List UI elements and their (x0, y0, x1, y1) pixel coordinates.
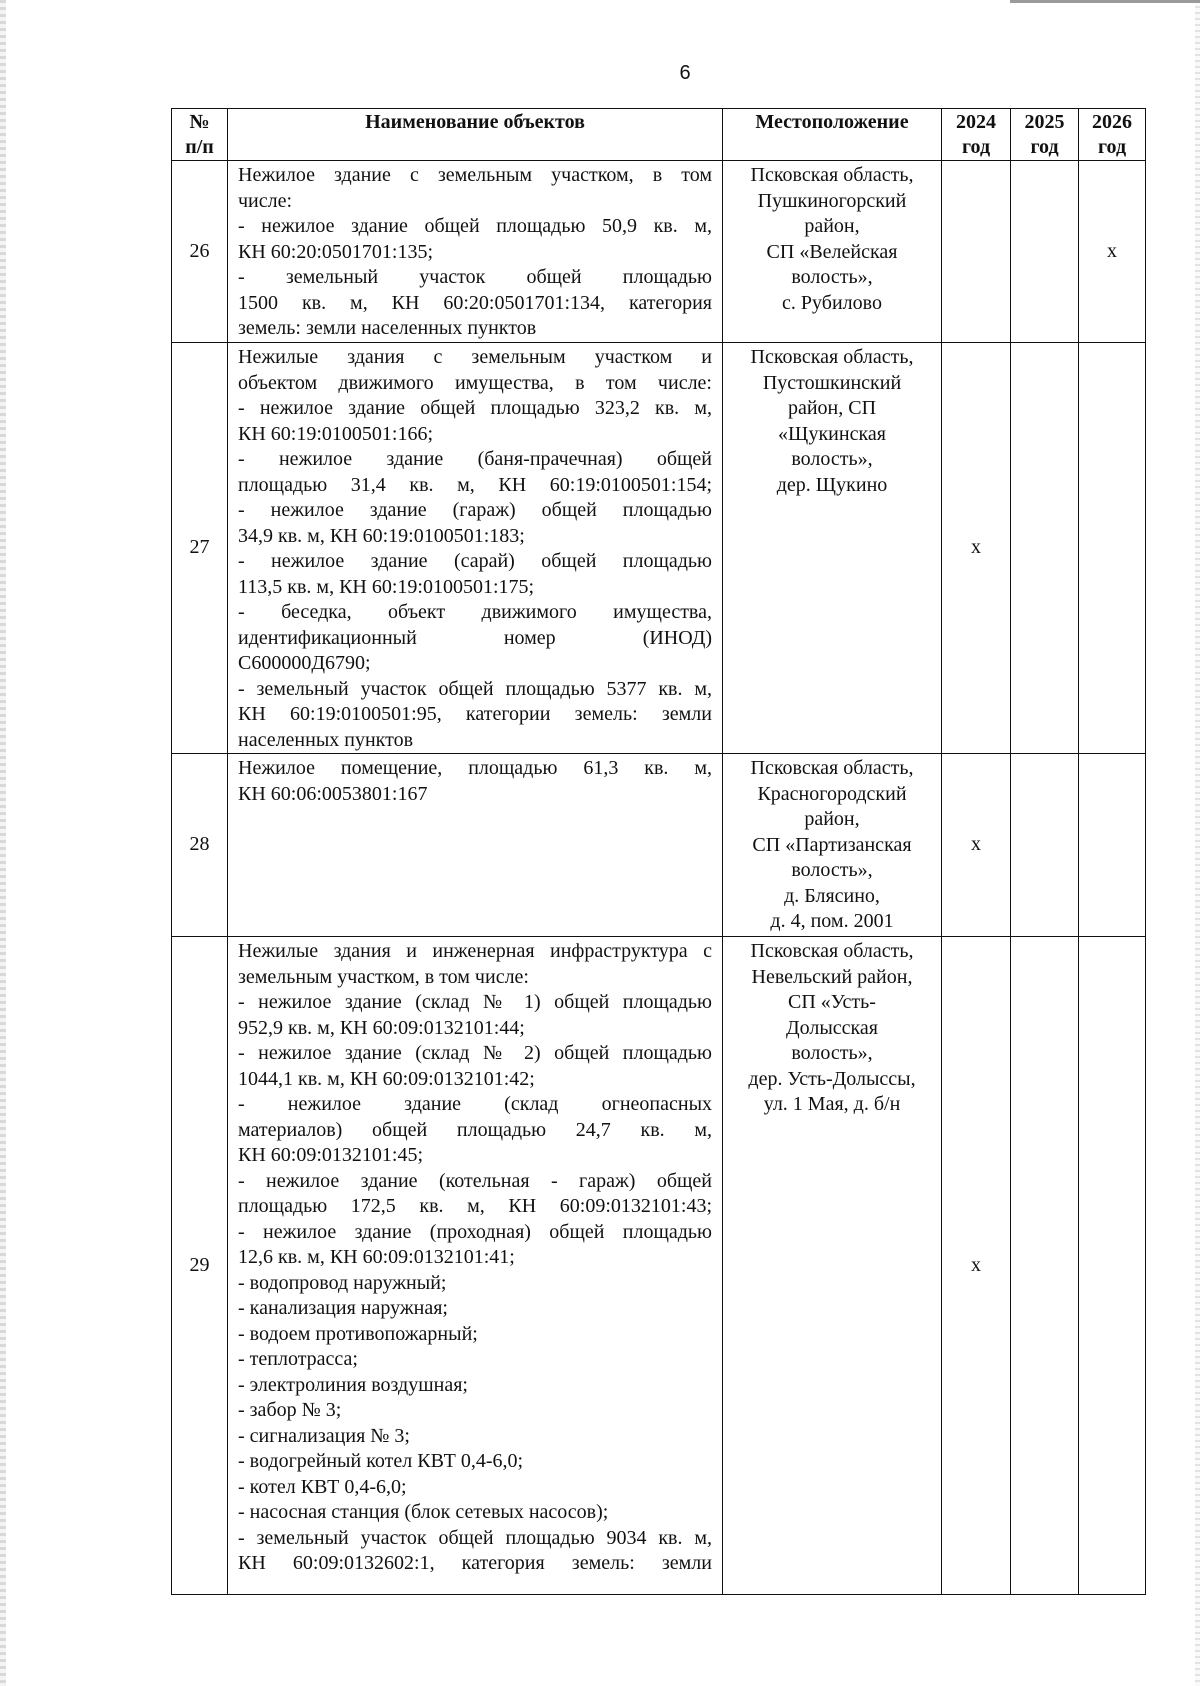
location-line: волость», (791, 859, 873, 881)
description-line: - нежилое здание (склад № 1) общей площадью (238, 991, 712, 1013)
description-line: земельным участком, в том числе: (238, 965, 529, 988)
description-line: КН 60:20:0501701:135; (238, 240, 434, 263)
description-line: - нежилое здание общей площадью 50,9 кв. м, (238, 215, 712, 237)
description-line: 12,6 кв. м, КН 60:09:0132101:41; (238, 1246, 515, 1268)
location-line: Красногородский (757, 782, 907, 805)
header-year-2025-value: 2025 (1024, 111, 1065, 133)
object-location (723, 161, 942, 343)
object-location (723, 937, 942, 1595)
location-line: волость», (791, 448, 873, 470)
description-line: Нежилые здания и инженерная инфраструктура с (238, 940, 712, 962)
mark-2024 (942, 161, 1011, 343)
description-line: - насосная станция (блок сетевых насосов); (238, 1501, 609, 1523)
description-line: - нежилое здание (сарай) общей площадью (238, 550, 712, 572)
description-line: числе: (238, 189, 293, 212)
description-line: - беседка, объект движимого имущества, (238, 601, 712, 623)
header-name: Наименование объектов (228, 109, 723, 161)
location-line: дер. Усть-Долыссы, (748, 1067, 916, 1090)
description-line: - нежилое здание (котельная - гараж) общей (238, 1169, 712, 1192)
description-line: объектом движимого имущества, в том числе: (238, 371, 712, 394)
description-line: - водоем противопожарный; (238, 1322, 478, 1345)
object-description (228, 754, 723, 937)
scan-edge-left (0, 0, 6, 1686)
header-number (172, 109, 228, 161)
description-line: материалов) общей площадью 24,7 кв. м, (238, 1118, 712, 1141)
description-line: С600000Д6790; (238, 652, 371, 674)
location-line: Псковская область, (750, 940, 914, 962)
table-row (172, 937, 1146, 1595)
location-line: Пустошкинский (762, 371, 902, 394)
scan-edge-right (1195, 0, 1200, 1686)
scan-top-line (1010, 0, 1200, 3)
description-line: 34,9 кв. м, КН 60:19:0100501:183; (238, 524, 525, 547)
object-description (228, 161, 723, 343)
description-line: - электролиния воздушная; (238, 1373, 468, 1396)
header-year-word: год (1030, 136, 1059, 158)
location-line: СП «Партизанская (752, 833, 912, 856)
header-location: Местоположение (723, 109, 942, 161)
location-line: СП «Усть- (788, 991, 876, 1013)
location-line: ул. 1 Мая, д. б/н (763, 1093, 901, 1115)
header-row (172, 109, 1146, 161)
description-line: - земельный участок общей площадью 5377 кв. м, (238, 677, 712, 700)
location-line: Пушкиногорский (757, 189, 907, 212)
header-year-word: год (961, 136, 991, 158)
mark-2024: х (942, 343, 1011, 754)
description-line: - водогрейный котел КВТ 0,4-6,0; (238, 1450, 524, 1472)
mark-2025 (1011, 937, 1079, 1595)
description-line: - нежилое здание (гараж) общей площадью (238, 499, 712, 521)
table-row (172, 161, 1146, 343)
header-number-symbol: № (189, 111, 210, 133)
description-line: площадью 31,4 кв. м, КН 60:19:0100501:154; (238, 473, 712, 496)
description-line: КН 60:09:0132602:1, категория земель: земли (238, 1552, 712, 1574)
description-line: - теплотрасса; (238, 1348, 358, 1370)
description-line: населенных пунктов (238, 728, 414, 751)
description-line: 113,5 кв. м, КН 60:19:0100501:175; (238, 575, 535, 598)
mark-2025 (1011, 754, 1079, 937)
description-line: - сигнализация № 3; (238, 1424, 410, 1447)
description-line: - нежилое здание (склад огнеопасных (238, 1093, 712, 1115)
header-year-2024 (942, 109, 1011, 161)
mark-2025 (1011, 343, 1079, 754)
header-year-2024-value: 2024 (956, 111, 996, 133)
mark-2024: х (942, 754, 1011, 937)
description-line: 952,9 кв. м, КН 60:09:0132101:44; (238, 1016, 525, 1039)
description-line: земель: земли населенных пунктов (238, 317, 537, 339)
location-line: д. Блясино, (784, 884, 880, 907)
description-line: - земельный участок общей площадью 9034 кв. м, (238, 1526, 712, 1549)
description-line: - канализация наружная; (238, 1297, 448, 1319)
location-line: волость», (791, 1042, 873, 1064)
row-number: 28 (172, 754, 228, 937)
mark-2025 (1011, 161, 1079, 343)
description-line: Нежилое помещение, площадью 61,3 кв. м, (238, 757, 712, 779)
row-number: 29 (172, 937, 228, 1595)
mark-2026 (1079, 754, 1146, 937)
description-line: 1044,1 кв. м, КН 60:09:0132101:42; (238, 1067, 535, 1090)
object-location (723, 343, 942, 754)
location-line: дер. Щукино (776, 473, 888, 496)
objects-table (171, 108, 1146, 1595)
table-body (172, 161, 1146, 1595)
header-year-word: год (1097, 136, 1127, 158)
description-line: - водопровод наружный; (238, 1271, 447, 1294)
description-line: КН 60:06:0053801:167 (238, 782, 428, 805)
location-line: район, (804, 215, 860, 237)
location-line: Псковская область, (750, 164, 914, 186)
description-line: - нежилое здание (баня-прачечная) общей (238, 448, 712, 470)
object-description (228, 343, 723, 754)
description-line: идентификационный номер (ИНОД) (238, 626, 712, 649)
description-line: площадью 172,5 кв. м, КН 60:09:0132101:43; (238, 1195, 712, 1217)
object-description (228, 937, 723, 1595)
description-line: 1500 кв. м, КН 60:20:0501701:134, категория (238, 291, 712, 314)
location-line: «Щукинская (778, 422, 886, 445)
description-line: - котел КВТ 0,4-6,0; (238, 1475, 407, 1498)
description-line: Нежилое здание с земельным участком, в том (238, 164, 712, 186)
header-year-2026 (1079, 109, 1146, 161)
description-line: Нежилые здания с земельным участком и (238, 346, 712, 368)
row-number: 26 (172, 161, 228, 343)
location-line: район, (804, 808, 860, 830)
page-number: 6 (679, 62, 691, 84)
location-line: Псковская область, (750, 346, 914, 368)
header-year-2026-value: 2026 (1092, 111, 1132, 133)
location-line: Псковская область, (750, 757, 914, 779)
description-line: - земельный участок общей площадью (238, 266, 712, 288)
table-row (172, 754, 1146, 937)
object-location (723, 754, 942, 937)
location-line: д. 4, пом. 2001 (770, 910, 894, 932)
location-line: Невельский район, (751, 965, 913, 988)
mark-2024: х (942, 937, 1011, 1595)
location-line: Долысская (785, 1016, 879, 1039)
table-row (172, 343, 1146, 754)
description-line: - забор № 3; (238, 1399, 342, 1421)
description-line: КН 60:19:0100501:95, категории земель: земли (238, 703, 712, 725)
mark-2026 (1079, 343, 1146, 754)
location-line: СП «Велейская (766, 240, 898, 263)
header-number-abbr: п/п (185, 136, 214, 158)
location-line: район, СП (787, 397, 877, 419)
mark-2026: х (1079, 161, 1146, 343)
description-line: КН 60:19:0100501:166; (238, 422, 434, 445)
description-line: КН 60:09:0132101:45; (238, 1144, 424, 1166)
location-line: волость», (791, 266, 873, 288)
row-number: 27 (172, 343, 228, 754)
description-line: - нежилое здание (склад № 2) общей площадью (238, 1042, 712, 1064)
description-line: - нежилое здание (проходная) общей площадью (238, 1220, 712, 1243)
header-year-2025 (1011, 109, 1079, 161)
description-line: - нежилое здание общей площадью 323,2 кв. м, (238, 397, 712, 419)
mark-2026 (1079, 937, 1146, 1595)
location-line: с. Рубилово (782, 291, 882, 314)
